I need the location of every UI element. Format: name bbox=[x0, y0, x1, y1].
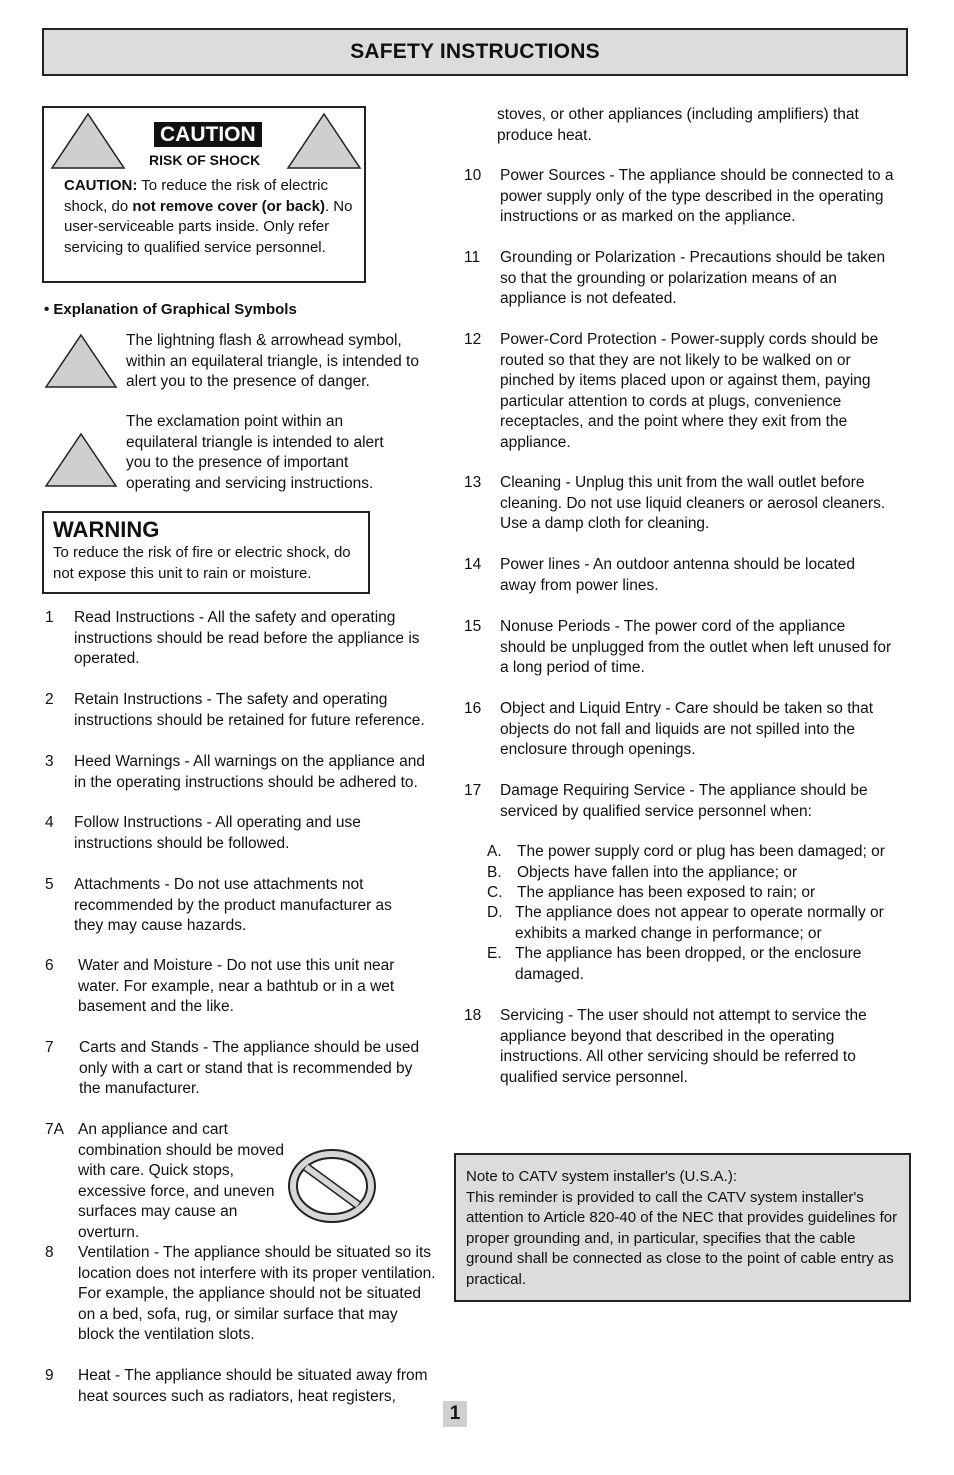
item-text: Heed Warnings - All warnings on the appliance and in the operating instructions should be adhered to. bbox=[74, 753, 425, 791]
item-number: 3 bbox=[45, 753, 54, 770]
item-text: Servicing - The user should not attempt to service the appliance beyond that described in the operating instructions. All other servicing should be referred to qualified service personnel. bbox=[500, 1007, 867, 1086]
item-text: Carts and Stands - The appliance should be used only with a cart or stand that is recommended by the manufacturer. bbox=[79, 1039, 420, 1097]
caution-text-part1: To reduce the risk of electric shock, do bbox=[64, 177, 328, 215]
item-text: Attachments - Do not use attachments not recommended by the product manufacturer as they may cause hazards. bbox=[74, 876, 392, 934]
item-text: Power Sources - The appliance should be connected to a power supply only of the type described in the operating instructions or as marked on the appliance. bbox=[500, 167, 894, 225]
exclamation-triangle-icon bbox=[44, 432, 118, 488]
lightning-symbol-text: The lightning flash & arrowhead symbol, within an equilateral triangle, is intended to alert you to the presence of danger. bbox=[126, 332, 419, 390]
item-number: 4 bbox=[45, 814, 54, 831]
warning-triangle-icon bbox=[50, 112, 126, 170]
item-text: Follow Instructions - All operating and use instructions should be followed. bbox=[74, 814, 361, 852]
item-number: 18 bbox=[464, 1007, 482, 1024]
sub-item-text: The appliance has been exposed to rain; or bbox=[517, 884, 816, 901]
item-number: 7 bbox=[45, 1039, 54, 1056]
warning-heading: WARNING bbox=[53, 517, 160, 542]
item-9-continuation: stoves, or other appliances (including amplifiers) that produce heat. bbox=[497, 106, 859, 144]
item-number: 14 bbox=[464, 556, 482, 573]
item-number: 8 bbox=[45, 1244, 54, 1261]
catv-note-box bbox=[454, 1153, 911, 1302]
item-text: Heat - The appliance should be situated away from heat sources such as radiators, heat registers, bbox=[78, 1367, 428, 1405]
item-number: 12 bbox=[464, 331, 482, 348]
sub-item-letter: B. bbox=[487, 864, 502, 881]
no-cart-icon bbox=[286, 1147, 378, 1225]
item-text: Read Instructions - All the safety and operating instructions should be read before the appliance is operated. bbox=[74, 609, 420, 667]
item-text: Retain Instructions - The safety and operating instructions should be retained for future reference. bbox=[74, 691, 425, 729]
item-text: Power-Cord Protection - Power-supply cords should be routed so that they are not likely to be walked on or pinched by items placed upon or against them, paying particular attention to cords at plugs, convenience receptacles, and the point where they exit from the appliance. bbox=[500, 331, 879, 451]
item-number: 17 bbox=[464, 782, 482, 799]
item-text: Cleaning - Unplug this unit from the wall outlet before cleaning. Do not use liquid cleaners or aerosol cleaners. Use a damp cloth for cleaning. bbox=[500, 474, 886, 532]
item-text: Grounding or Polarization - Precautions should be taken so that the grounding or polarization means of an appliance is not defeated. bbox=[500, 249, 886, 307]
sub-item-letter: D. bbox=[487, 904, 503, 921]
warning-box bbox=[42, 511, 370, 594]
sub-item-text: Objects have fallen into the appliance; or bbox=[517, 864, 798, 881]
symbols-heading: • Explanation of Graphical Symbols bbox=[44, 301, 297, 318]
page-title: SAFETY INSTRUCTIONS bbox=[42, 28, 908, 76]
item-number: 10 bbox=[464, 167, 482, 184]
item-number: 1 bbox=[45, 609, 54, 626]
warning-text: To reduce the risk of fire or electric shock, do not expose this unit to rain or moisture. bbox=[53, 544, 351, 582]
sub-item-letter: E. bbox=[487, 945, 502, 962]
item-text: Object and Liquid Entry - Care should be taken so that objects do not fall and liquids are not spilled into the enclosure through openings. bbox=[500, 700, 874, 758]
sub-item-text: The appliance does not appear to operate normally or exhibits a marked change in performance; or bbox=[515, 904, 884, 942]
item-text: Nonuse Periods - The power cord of the appliance should be unplugged from the outlet when left unused for a long period of time. bbox=[500, 618, 892, 676]
risk-of-shock-label: RISK OF SHOCK bbox=[149, 152, 261, 168]
item-number: 13 bbox=[464, 474, 482, 491]
item-text: Power lines - An outdoor antenna should be located away from power lines. bbox=[500, 556, 856, 594]
caution-text-part2: . No user-serviceable parts inside. Only refer servicing to qualified service personnel. bbox=[64, 197, 353, 256]
sub-item-letter: A. bbox=[487, 843, 502, 860]
caution-lead: CAUTION: bbox=[64, 177, 138, 194]
item-number: 15 bbox=[464, 618, 482, 635]
caution-label: CAUTION bbox=[154, 122, 262, 147]
note-title: Note to CATV system installer's (U.S.A.): bbox=[466, 1168, 737, 1185]
item-text: Water and Moisture - Do not use this unit near water. For example, near a bathtub or in a wet basement and the like. bbox=[78, 957, 395, 1015]
caution-text bbox=[64, 176, 354, 258]
item-number: 2 bbox=[45, 691, 54, 708]
item-text: Ventilation - The appliance should be situated so its location does not interfere with its proper ventilation. For example, the appliance should not be situated on a bed, sofa, rug, or similar surface that may block the ventilation slots. bbox=[78, 1244, 436, 1343]
item-number: 16 bbox=[464, 700, 482, 717]
exclamation-symbol-text: The exclamation point within an equilateral triangle is intended to alert you to the presence of important operating and servicing instructions. bbox=[126, 413, 384, 492]
item-number: 9 bbox=[45, 1367, 54, 1384]
item-text: Damage Requiring Service - The appliance should be serviced by qualified service personnel when: bbox=[500, 782, 868, 820]
sub-item-letter: C. bbox=[487, 884, 503, 901]
caution-box bbox=[42, 106, 366, 283]
lightning-triangle-icon bbox=[44, 333, 118, 389]
sub-item-text: The appliance has been dropped, or the enclosure damaged. bbox=[515, 945, 862, 983]
item-text: An appliance and cart combination should be moved with care. Quick stops, excessive force, and uneven surfaces may cause an overturn. bbox=[78, 1121, 284, 1241]
item-number: 7A bbox=[45, 1121, 64, 1138]
warning-triangle-icon bbox=[286, 112, 362, 170]
page-number: 1 bbox=[443, 1401, 467, 1427]
caution-bold: not remove cover (or back) bbox=[132, 197, 325, 215]
item-number: 5 bbox=[45, 876, 54, 893]
sub-item-text: The power supply cord or plug has been damaged; or bbox=[517, 843, 885, 860]
item-number: 6 bbox=[45, 957, 54, 974]
item-number: 11 bbox=[464, 249, 481, 266]
note-text: This reminder is provided to call the CATV system installer's attention to Article 820-40 of the NEC that provides guidelines for proper grounding and, in particular, specifies that the cable ground shall be connected as close to the point of cable entry as practical. bbox=[466, 1188, 898, 1288]
